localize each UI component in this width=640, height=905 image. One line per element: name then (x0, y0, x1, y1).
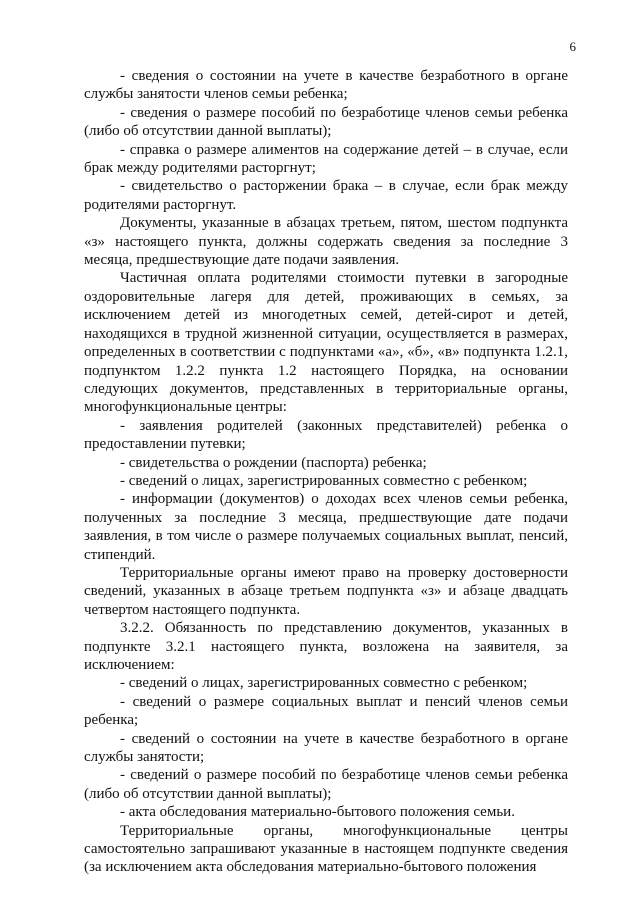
paragraph: - сведений о размере пособий по безработице членов семьи ребенка (либо об отсутствии данной выплаты); (84, 767, 568, 802)
page-number: 6 (569, 39, 576, 54)
paragraph: - свидетельство о расторжении брака – в случае, если брак между родителями расторгнут. (84, 178, 568, 213)
paragraph: - сведений о состоянии на учете в качестве безработного в органе службы занятости; (84, 730, 568, 766)
paragraph: Документы, указанные в абзацах третьем, пятом, шестом подпункта «з» настоящего пункта, должны содержать сведения за последние 3 месяца, предшествующие дате подачи заявления. (84, 215, 568, 269)
paragraph: 3.2.2. Обязанность по представлению документов, указанных в подпункте 3.2.1 настоящего пункта, возложена на заявителя, за исключением: (84, 620, 568, 673)
paragraph: Территориальные органы, многофункциональные центры самостоятельно запрашивают указанные в настоящем подпункте сведения (за исключением акта обследования материально-бытового положения (84, 822, 568, 876)
paragraph: - сведения о размере пособий по безработице членов семьи ребенка (либо об отсутствии данной выплаты); (84, 104, 568, 140)
paragraph: - сведения о состоянии на учете в качестве безработного в органе службы занятости членов семьи ребенка; (84, 68, 568, 103)
paragraph: - сведений о лицах, зарегистрированных совместно с ребенком; (120, 675, 528, 692)
paragraph: - сведений о размере социальных выплат и пенсий членов семьи ребенка; (84, 693, 568, 729)
paragraph: Частичная оплата родителями стоимости путевки в загородные оздоровительные лагеря для детей, проживающих в семьях, за исключением детей из многодетных семей, детей-сирот и детей, находящихся в трудной жизненной ситуации, осуществляется в размерах, определенных в соответствии с подпунктами «а», «б», «в» подпункта 1.2.1, подпунктом 1.2.2 пункта 1.2 настоящего Порядка, на основании следующих документов, представленных в территориальные органы, многофункциональные центры: (84, 270, 568, 416)
paragraph: - информации (документов) о доходах всех членов семьи ребенка, полученных за последние 3 месяца, предшествующие дате подачи заявления, в том числе о размере получаемых социальных выплат, пенсий, стипендий. (84, 491, 568, 563)
paragraph: - заявления родителей (законных представителей) ребенка о предоставлении путевки; (84, 417, 568, 453)
paragraph: - сведений о лицах, зарегистрированных совместно с ребенком; (120, 472, 528, 489)
paragraph: - акта обследования материально-бытового положения семьи. (120, 804, 515, 821)
paragraph: Территориальные органы имеют право на проверку достоверности сведений, указанных в абзаце третьем подпункта «з» и абзаце двадцать четвертом настоящего подпункта. (84, 564, 568, 618)
paragraph: - свидетельства о рождении (паспорта) ребенка; (120, 454, 427, 471)
paragraph: - справка о размере алиментов на содержание детей – в случае, если брак между родителями расторгнут; (84, 141, 568, 177)
body-text (84, 67, 568, 877)
